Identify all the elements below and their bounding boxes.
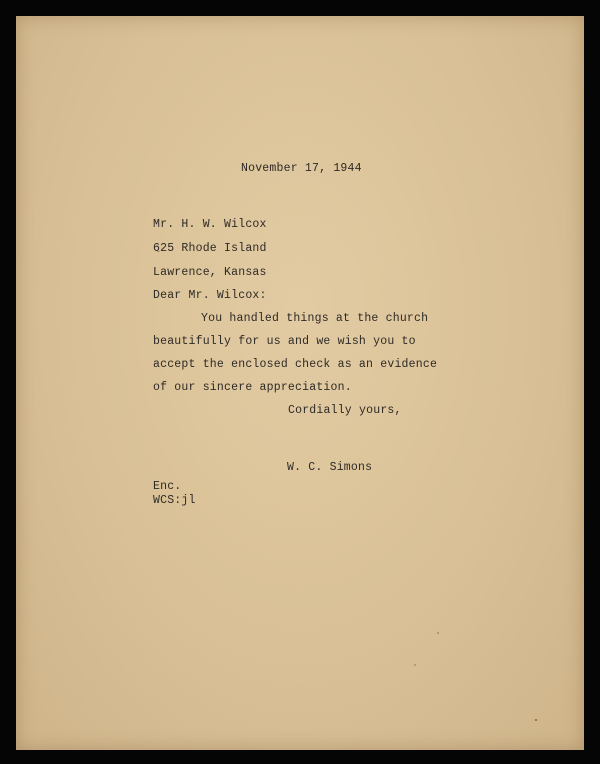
salutation: Dear Mr. Wilcox:: [153, 289, 267, 302]
body-line: beautifully for us and we wish you to: [153, 335, 416, 348]
paper-speck: [535, 719, 537, 721]
paper-speck: [414, 664, 416, 666]
paper-speck: [157, 251, 160, 252]
enclosure-note: Enc.: [153, 480, 182, 493]
signature: W. C. Simons: [287, 461, 373, 474]
typist-initials: WCS:jl: [153, 494, 196, 507]
body-line: accept the enclosed check as an evidence: [153, 358, 438, 371]
paper-speck: [437, 632, 439, 634]
body-line: of our sincere appreciation.: [153, 381, 352, 394]
recipient-name: Mr. H. W. Wilcox: [153, 218, 267, 231]
recipient-street: 625 Rhode Island: [153, 242, 267, 255]
letter-date: November 17, 1944: [241, 162, 362, 175]
letter-paper: [16, 16, 584, 750]
body-line: You handled things at the church: [201, 312, 429, 325]
closing: Cordially yours,: [288, 404, 402, 417]
recipient-city: Lawrence, Kansas: [153, 266, 267, 279]
